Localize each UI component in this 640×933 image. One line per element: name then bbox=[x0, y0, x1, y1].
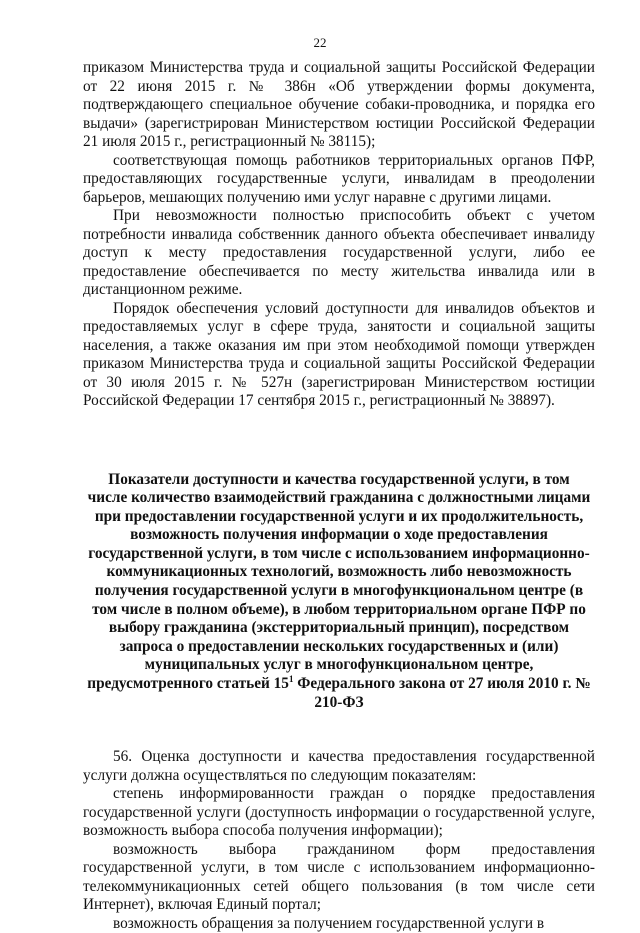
paragraph: возможность выбора гражданином форм предоставления государственной услуги, в том числе с использованием информационно-телекоммуникационных сетей общего пользования (в том числе сети Интернет), включая Единый портал; bbox=[83, 840, 595, 914]
paragraph: приказом Министерства труда и социальной защиты Российской Федерации от 22 июня 2015 г. № 386н «Об утверждении формы документа, подтверждающего специальное обучение собаки-проводника, и порядка его выдачи» (зарегистрирован Министерством юстиции Российской Федерации 21 июля 2015 г., регистрационный № 38115); bbox=[83, 59, 595, 150]
heading-text: Показатели доступности и качества государственной услуги, в том числе количество взаимодействий гражданина с должностными лицами при предоставлении государственной услуги и их продолжительность, возможность получения информации о ходе предоставления государственной услуги, в том числе с использованием информационно-коммуникационных технологий, возможность либо невозможность получения государственной услуги в многофункциональном центре (в том числе в полном объеме), в любом территориальном органе ПФР по выбору гражданина (экстерриториальный принцип), посредством запроса о предоставлении нескольких государственных и (или) муниципальных услуг в многофункциональном центре, предусмотренного статьей 15 bbox=[87, 470, 591, 693]
paragraph: соответствующая помощь работников территориальных органов ПФР, предоставляющих государственные услуги, инвалидам в преодолении барьеров, мешающих получению ими услуг наравне с другими лицами. bbox=[83, 151, 595, 206]
paragraph: степень информированности граждан о порядке предоставления государственной услуги (доступность информации о государственной услуге, возможность выбора способа получения информации); bbox=[83, 785, 595, 840]
heading-superscript: 1 bbox=[288, 673, 294, 684]
document-body bbox=[83, 59, 595, 933]
section-heading bbox=[83, 471, 595, 713]
page-number: 22 bbox=[313, 35, 327, 50]
paragraph: 56. Оценка доступности и качества предоставления государственной услуги должна осуществляться по следующим показателям: bbox=[83, 748, 595, 784]
paragraph: Порядок обеспечения условий доступности для инвалидов объектов и предоставляемых услуг в сфере труда, занятости и социальной защиты населения, а также оказания им при этом необходимой помощи утвержден приказом Министерства труда и социальной защиты Российской Федерации от 30 июля 2015 г. № 527н (зарегистрирован Министерством юстиции Российской Федерации 17 сентября 2015 г., регистрационный № 38897). bbox=[83, 299, 595, 409]
heading-tail: Федерального закона от 27 июля 2010 г. № 210-ФЗ bbox=[297, 675, 591, 711]
paragraph: возможность обращения за получением государственной услуги в bbox=[113, 914, 545, 932]
paragraph: При невозможности полностью приспособить объект с учетом потребности инвалида собственник данного объекта обеспечивает инвалиду доступ к месту предоставления государственной услуги, либо ее предоставление обеспечивается по месту жительства инвалида или в дистанционном режиме. bbox=[83, 207, 595, 298]
